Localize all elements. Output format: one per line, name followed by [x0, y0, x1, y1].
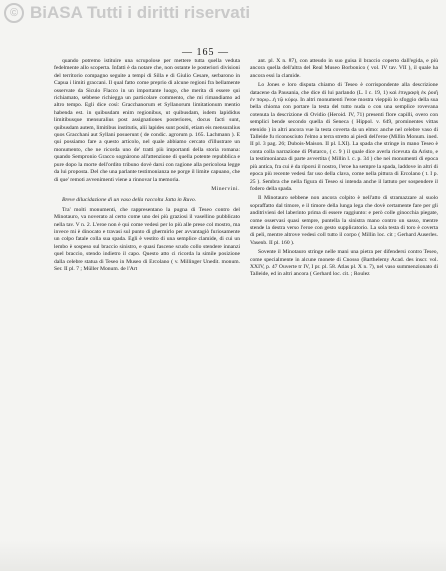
- right-column: [250, 58, 438, 281]
- right-paragraph-3: Il Minotauro sebbene non ancora colpito è nell'atto di stramazzare al suolo sopraffatto dal timore, e il timore della lunga lega che dovè certamente fare per gli anditrivieni del laberinto prima di essere raggiunto: e però colle ginocchia piegate, come osservasi quasi sempre, puntella la sinistra mano contro un sasso, mentre stende la destra verso l'eroe con gesto supplicatorio. La sola testa di toro è coverta di peli, mentre altrove vedesi coll tutto il corpo ( Millin loc. cit ; Gerhard Auserles. Vasenb. II pl. 160 ).: [250, 195, 438, 246]
- left-paragraph-2: Tra' molti monumenti, che rappresentano la pugna di Teseo contro del Minotauro, va noverato al certo come uno dei più graziosi il vasellino pubblicato nella tav. V n. 2. L'eroe non è qui come vedesi per lo più alle prese col mostro, ma invece mi è dinocato e travasi sul punto di ghermirlo per avvantagiò furiosamente un colpo fatale colla sua spada. Egli è vestito di una semplice clamide, di cui un lembo è sospeso sul braccio sinistro, e quasi fascene scudo collo stendere innanzi quel braccio, stendo indietro il capo. Questo atto ci ricorda la simile posizione dalla celebre statua di Teseo in Museo di Ercolano ( v. Millinger Unedit. monum. Ser. II pl. 7 ; Müller Monum. de l'Art: [54, 206, 240, 272]
- page-number: — 165 —: [182, 47, 229, 58]
- section-heading: Breve dilucidazione di un vaso della raccolta Jatta in Ruvo.: [62, 197, 197, 204]
- watermark-text: BiASA Tutti i diritti riservati: [30, 3, 251, 22]
- watermark: [0, 0, 446, 26]
- copyright-icon: ©: [4, 3, 24, 23]
- left-paragraph-1: quando potremo istituire una scrupolose per mettere tutta quella veduta fedelmente allo scoperta. Infatti è da notare che, non ostante le posteriori divisioni del territorio compagno seguite a tempi di Silla e di Giulio Cesare, serbarono in Capua i limiti graccani. Il qual fatto come preprio di alcune regioni fra bellamente osservate da Siculo Flacco in un importante luogo, che merita di essere qui richiamato, sebbene richiegga un particolare commento, che mi rimandiamo ad altro tempo. Egli dice così: Gracchanorum et Syllanorum limitationum mentio habenda est. in quibusdam enim regionibus, ut quibusdam, isdem lapididus limitibusque mensuralius post assignationes posteriores, docus facti sunt, quibusdam autem, limitibus institutis, alii lapides sunt positi, etiam eis mensuralius quos Gracchani aut Syllani posuerunt ( de condic. agrorum p. 165. Lachmann ). E qui possiamo fare a questo articolo, nel quale abbiamo cercato d'illustrare un monumento, che ne ricorda uno de' tratti più importanti della storia romana: quando Sempronio Gracco sognàrono all'attenzione di quella potente repubblica e pure dopo la morte dell'ordito tribuno dovè darsi con ragione alla pericolosa legge da lui proposta. Del che una parlante testimonianza ne porge il limite capuano, che di que' remoti avvenimenti viene a rinnovar la memoria.: [54, 58, 240, 183]
- right-paragraph-4: Sovente il Minotauro stringe nelle mani una pietra per difendersi contro Teseo, come specialmente in alcune monete di Cnosso (Barthelemy Acad. des inscr. vol. XXIV, p. 47 Ouverte tr IV, I pr. pl. 58. Atlas pl. X n. 7), nel vaso summenzionato di Talleide, ed in altri ancora ( Gerhard loc. cit. ; Roulez: [250, 249, 438, 278]
- right-paragraph-2: Lo Jones e loro disputa chiamo di Teseo è corrispondente alla descrizione datacene da Pausania, che dice di lui parlando (L. I c. 19, 1) καὶ ἐπιγραφὴ ἐκ ῥοιῆ ἐν πορῳ...ἡ τῷ κὐρῳ. In altri monumenti l'eroe mostra vieppiù lo sfoggio della sua bella chioma con portare la testa del tutto nuda o con una semplice rovevana cotenuta la descrizione di Ovidio (Heroid. IV, 71) presenti flore capilli, overo con semplici bende secondo quella di Seneca ( Hippol. v. 649, prominentes vittas etenido ) in altri ancora vue la testa coverta da un elmo: anche nel celebre vaso di Talleide fu riconosciuto l'elmo a terra stretto ai piedi dell'eroe (Millin Monum. ined. II pl. 3 pag. 26; Dubois-Maison. II pl. LXI). La spada che stringe in mano Teseo è conta colla narrazione di Plutarco, ( c. 9 ) il quale dice averla ricevuta da Aristo, e la testimonianza di parte avvertita ( Millin l. c. p. 34 ) che nei monumenti di epoca più antica, fra cui è da riporsi il nostro, l'eroe ha sempre la spada, laddove in altri di epoca più recente vedesi far uso della clava, come nella pittura di Ercolano ( t. I p. 25 ). Sembra che nella figura di Teseo si intenda anche il lattuto per sospendere il fodero della spada.: [250, 82, 438, 192]
- author-signature: Minervini.: [211, 185, 240, 192]
- right-paragraph-1: ant. pl. X n. 87), con atteudo in suo guisa il braccio coperto dall'egida, e più ancora quella dell'altra del Real Museo Borbonico ( vol. IV tav. VII ), il quale ha ancora essi la clamide.: [250, 58, 438, 79]
- left-column: [54, 58, 240, 275]
- page-bottom-margin: [0, 540, 446, 571]
